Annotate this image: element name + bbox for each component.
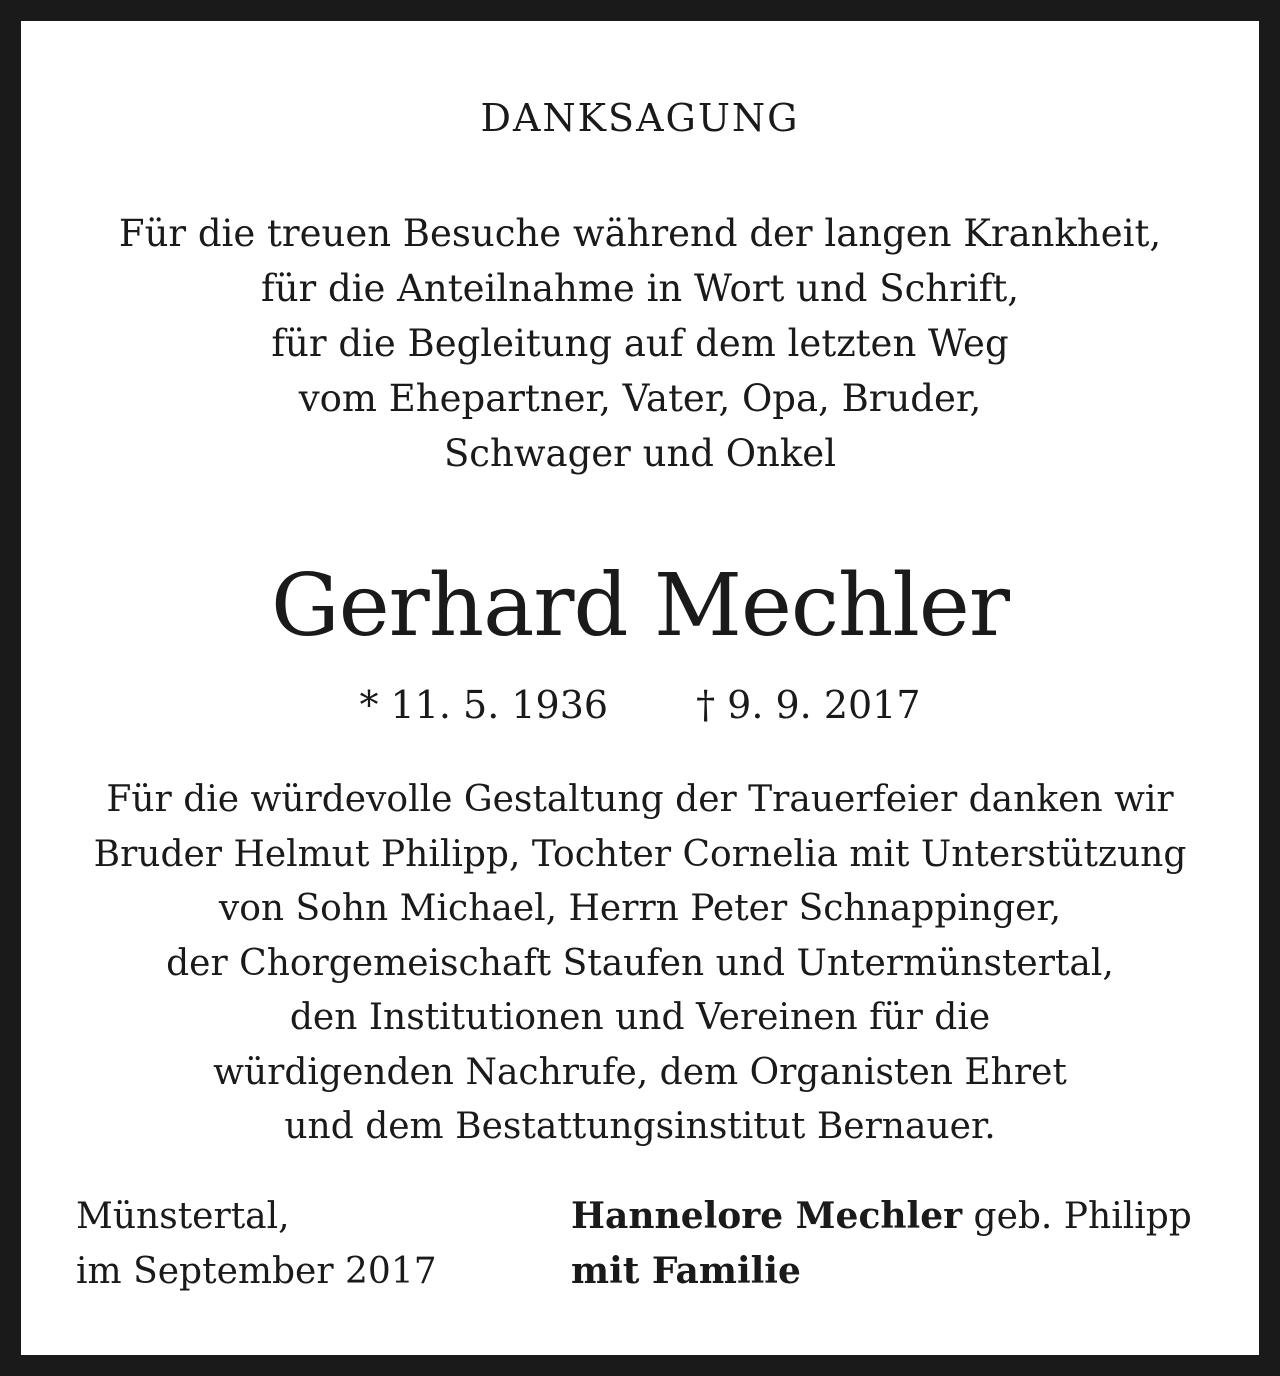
thanks-line: Für die würdevolle Gestaltung der Trauerfeier danken wir bbox=[106, 779, 1174, 820]
thanks-line: der Chorgemeischaft Staufen und Untermünstertal, bbox=[166, 942, 1114, 984]
deceased-name: Gerhard Mechler bbox=[271, 556, 1009, 656]
birth-date: * 11. 5. 1936 bbox=[359, 683, 609, 727]
signer-family: mit Familie bbox=[571, 1250, 801, 1292]
thanks-line: von Sohn Michael, Herrn Peter Schnappinger, bbox=[218, 888, 1062, 929]
intro-line: für die Begleitung auf dem letzten Weg bbox=[271, 322, 1009, 365]
death-date: † 9. 9. 2017 bbox=[696, 683, 921, 727]
thanks-line: Bruder Helmut Philipp, Tochter Cornelia mit Unterstützung bbox=[93, 833, 1187, 875]
thanks-line: den Institutionen und Vereinen für die bbox=[289, 997, 991, 1038]
signer-line bbox=[571, 1189, 1192, 1244]
signer-name: Hannelore Mechler bbox=[571, 1195, 963, 1237]
thanks-line: würdigenden Nachrufe, dem Organisten Ehret bbox=[213, 1051, 1067, 1093]
signer-maiden-name: geb. Philipp bbox=[962, 1196, 1192, 1237]
intro-line: vom Ehepartner, Vater, Opa, Bruder, bbox=[298, 377, 982, 420]
intro-line: für die Anteilnahme in Wort und Schrift, bbox=[261, 267, 1019, 310]
thanks-line: und dem Bestattungsinstitut Bernauer. bbox=[284, 1106, 996, 1147]
intro-line: Schwager und Onkel bbox=[443, 432, 837, 475]
intro-text bbox=[21, 206, 1259, 481]
thanks-text bbox=[21, 773, 1259, 1155]
intro-line: Für die treuen Besuche während der langen Krankheit, bbox=[118, 212, 1162, 255]
place: Münstertal, bbox=[76, 1196, 290, 1237]
signature-block bbox=[571, 1189, 1192, 1299]
life-dates bbox=[21, 679, 1259, 731]
notice-heading: DANKSAGUNG bbox=[480, 96, 800, 140]
date: im September 2017 bbox=[76, 1251, 437, 1292]
place-and-date bbox=[76, 1189, 437, 1299]
